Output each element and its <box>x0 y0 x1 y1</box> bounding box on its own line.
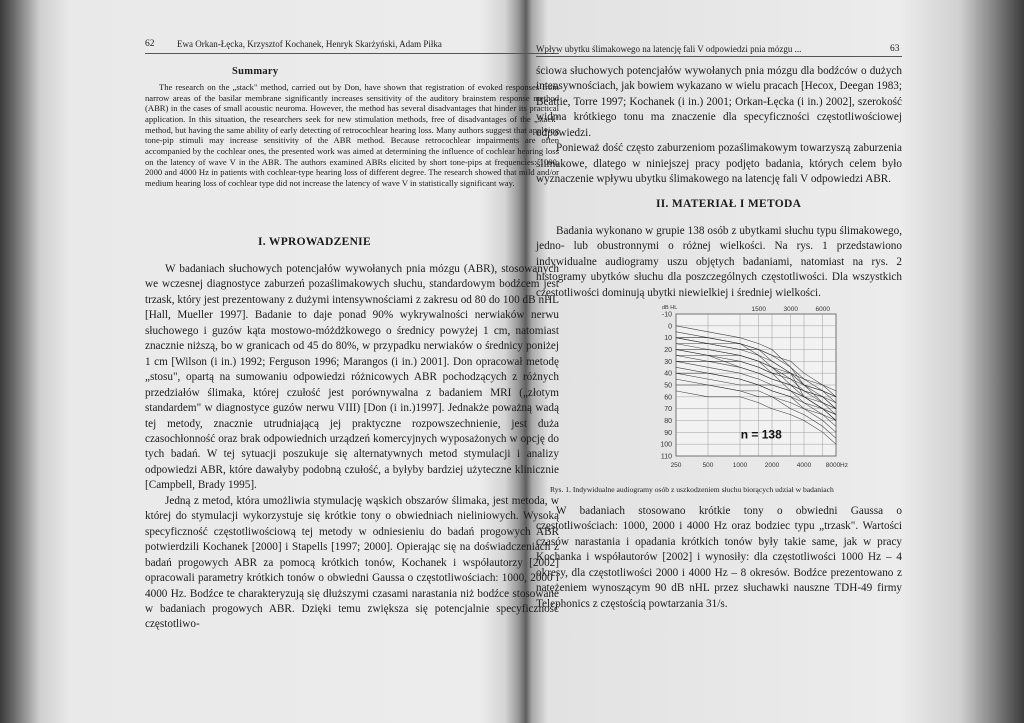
audiogram-figure <box>636 300 866 472</box>
x-tick-label: Hz <box>840 462 848 469</box>
y-tick-label: 60 <box>664 394 672 402</box>
y-tick-label: 110 <box>660 453 672 461</box>
section-title: I. WPROWADZENIE <box>258 236 371 248</box>
body-text <box>536 64 902 188</box>
y-tick-label: 10 <box>664 335 672 343</box>
paragraph: Badania wykonano w grupie 138 osób z ubytkami słuchu typu ślimakowego, jedno- lub obustronnymi o różnej wielkości. Na rys. 1 przedstawiono indywidualne audiogramy uszu objętych badaniami, natomiast na rys. 2 histogramy ubytków słuchu dla poszczególnych częstotliwości. Dla wszystkich częstotliwości dominują ubytki niewielkiej i średniej wielkości. <box>536 225 902 299</box>
header-rule <box>536 56 902 57</box>
paragraph: W badaniach słuchowych potencjałów wywołanych pnia mózgu (ABR), stosowanych we wczesnej diagnostyce zaburzeń pozaślimakowych słuchu, standardowym bodźcem jest trzask, który jest prezentowany z dużymi intensywnościami z zakresu od 80 do 100 dB nHL [Hall, Mueller 1997]. Badanie to daje ponad 90% wykrywalności nerwiaków nerwu słuchowego i guzów kąta mostowo-móżdżkowego o średnicy powyżej 1 cm, natomiast znacznie niższą, bo w granicach od 45 do 80%, w przypadku nerwiaków o średnicy poniżej 1 cm [Wilson (i in.) 1992; Ferguson 1996; Marangos (i in.) 2001]. Don opracował metodę „stosu", opartą na sumowaniu odpowiedzi różnicowych ABR pochodzących z różnych przedziałów ślimaka, której czułość jest porównywalna z badaniem MRI („złotym standardem" w diagnostyce guzów nerwu VIII) [Don (i in.)1997]. Jednakże poważną wadą tej metody, znacznie utrudniającą jej praktyczne rozpowszechnienie, jest duża czasochłonność oraz brak odpowiednich urządzeń komercyjnych wyposażonych w opcję do tych badań. W tej sytuacji poszukuje się alternatywnych metod stymulacji i analizy odpowiedzi ABR, które dawałyby podobną czułość, a byłyby bardziej użyteczne klinicznie [Campbell, Brady 1995]. <box>145 263 559 492</box>
y-tick-label: -10 <box>661 311 672 319</box>
page-number: 63 <box>890 44 900 54</box>
y-tick-label: 40 <box>664 370 672 378</box>
paragraph: Jedną z metod, która umożliwia stymulację wąskich obszarów ślimaka, jest metoda, w której do stymulacji wykorzystuje się krótkie tony o obwiedniach nieliniowych. Wysoką specyficzność częstotliwościową tej metody w odniesieniu do badań progowych ABR potwierdzili Kochanek [2000] i Stapells [1997; 2000]. Opierając się na doświadczeniach z badań progowych ABR za pomocą krótkich tonów, Kochanek i współautorzy [2002] opracowali parametry krótkich tonów o obwiedni Gaussa o częstotliwościach: 1000, 2000 i 4000 Hz. Bodźce te charakteryzują się dłuższymi czasami narastania niż bodźce stosowane w badaniach progowych ABR. Dzięki temu zwiększa się potencjalnie specyficzność częstotliwo- <box>145 494 559 631</box>
x-tick-label: 1500 <box>751 306 766 313</box>
y-tick-label: 20 <box>664 347 672 354</box>
y-tick-label: 30 <box>664 358 672 366</box>
audiogram-chart <box>636 300 866 472</box>
paragraph: ściowa słuchowych potencjałów wywołanych pnia mózgu dla bodźców o dużych intensywnościach, jak bowiem wykazano w wielu pracach [Hecox, Deegan 1983; Beattie, Torre 1997; Kochanek (i in.) 2001; Orkan-Łęcka (i in.) 2002], szerokość widma krótkiego tonu ma znaczenie dla specyficzności częstotliwościowej odpowiedzi. <box>536 65 902 139</box>
x-tick-label: 8000 <box>825 462 841 469</box>
x-tick-label: 250 <box>670 462 682 469</box>
x-tick-label: 500 <box>702 462 714 469</box>
y-tick-label: 70 <box>664 406 672 414</box>
section-title: II. MATERIAŁ I METODA <box>656 198 802 210</box>
x-tick-label: 4000 <box>796 462 812 469</box>
paragraph: W badaniach stosowano krótkie tony o obwiedni Gaussa o częstotliwościach: 1000, 2000 i 4000 Hz oraz bodziec typu „trzask". Wartości czasów narastania i opadania krótkich tonów były takie same, jak w pracy Kochanka i współautorów [2002] i wynosiły: dla częstotliwości 1000 Hz – 4 okresy, dla częstotliwości 2000 i 4000 Hz – 8 okresów. Bodźce prezentowano z natężeniem wynoszącym 90 dB nHL przez słuchawki nauszne TDH-49 firmy Telephonics z częstością powtarzania 31/s. <box>536 505 902 610</box>
y-axis-unit: dB HL <box>662 305 678 311</box>
summary-text: The research on the „stack" method, carried out by Don, have shown that registration of evoked responses from narrow areas of the basilar membrane significantly increases sensitivity of the auditory brainstem response method (ABR) in the cases of small acoustic neuroma. However, the method has several disadvantages that hinder its practical application. In this situation, the researchers seek for new stimulation methods, free of disadvantages of the „stack" method, but having the same ability of early detecting of retrocochlear hearing loss. Many authors suggest that applying tone-pip stimuli may increase sensitivity of the ABR method. Because retrocochlear impairments are often accompanied by the cochlear ones, the presented work was aimed at determining the influence of cochlear hearing loss on the latency of wave V in the ABR. The authors examined ABRs elicited by short tone-pips at frequencies: 1000, 2000 and 4000 Hz in patients with cochlear-type hearing loss of different degree. The research showed that mild and/or medium hearing loss of cochlear type did not increase the latency of wave V in statistically significant way. <box>145 82 559 188</box>
x-tick-label: 2000 <box>764 462 780 469</box>
y-tick-label: 0 <box>668 323 672 331</box>
body-text <box>536 504 902 612</box>
n-label: n = 138 <box>740 427 782 442</box>
figure-caption: Rys. 1. Indywidualne audiogramy osób z uszkodzeniem słuchu biorących udział w badaniach <box>550 485 834 494</box>
running-head: Wpływ ubytku ślimakowego na latencję fali V odpowiedzi pnia mózgu ... <box>536 44 802 54</box>
header-rule <box>145 53 559 54</box>
body-text <box>536 224 902 301</box>
summary-title: Summary <box>232 66 279 77</box>
left-page <box>60 0 559 723</box>
y-tick-label: 50 <box>664 382 672 390</box>
y-tick-label: 80 <box>664 418 672 425</box>
y-tick-label: 100 <box>660 441 672 449</box>
x-tick-label: 6000 <box>815 306 830 313</box>
page-number: 62 <box>145 39 155 49</box>
y-tick-label: 90 <box>664 429 672 437</box>
right-page <box>536 0 946 723</box>
x-tick-label: 1000 <box>732 462 748 469</box>
body-text <box>145 262 559 633</box>
paragraph: Ponieważ dość często zaburzeniom pozaślimakowym towarzyszą zaburzenia ślimakowe, dlatego w niniejszej pracy podjęto badania, których celem było wyznaczenie wpływu ubytku ślimakowego na latencję fali V odpowiedzi ABR. <box>536 142 902 186</box>
running-head: Ewa Orkan-Łęcka, Krzysztof Kochanek, Henryk Skarżyński, Adam Piłka <box>177 39 442 49</box>
x-tick-label: 3000 <box>783 306 798 313</box>
